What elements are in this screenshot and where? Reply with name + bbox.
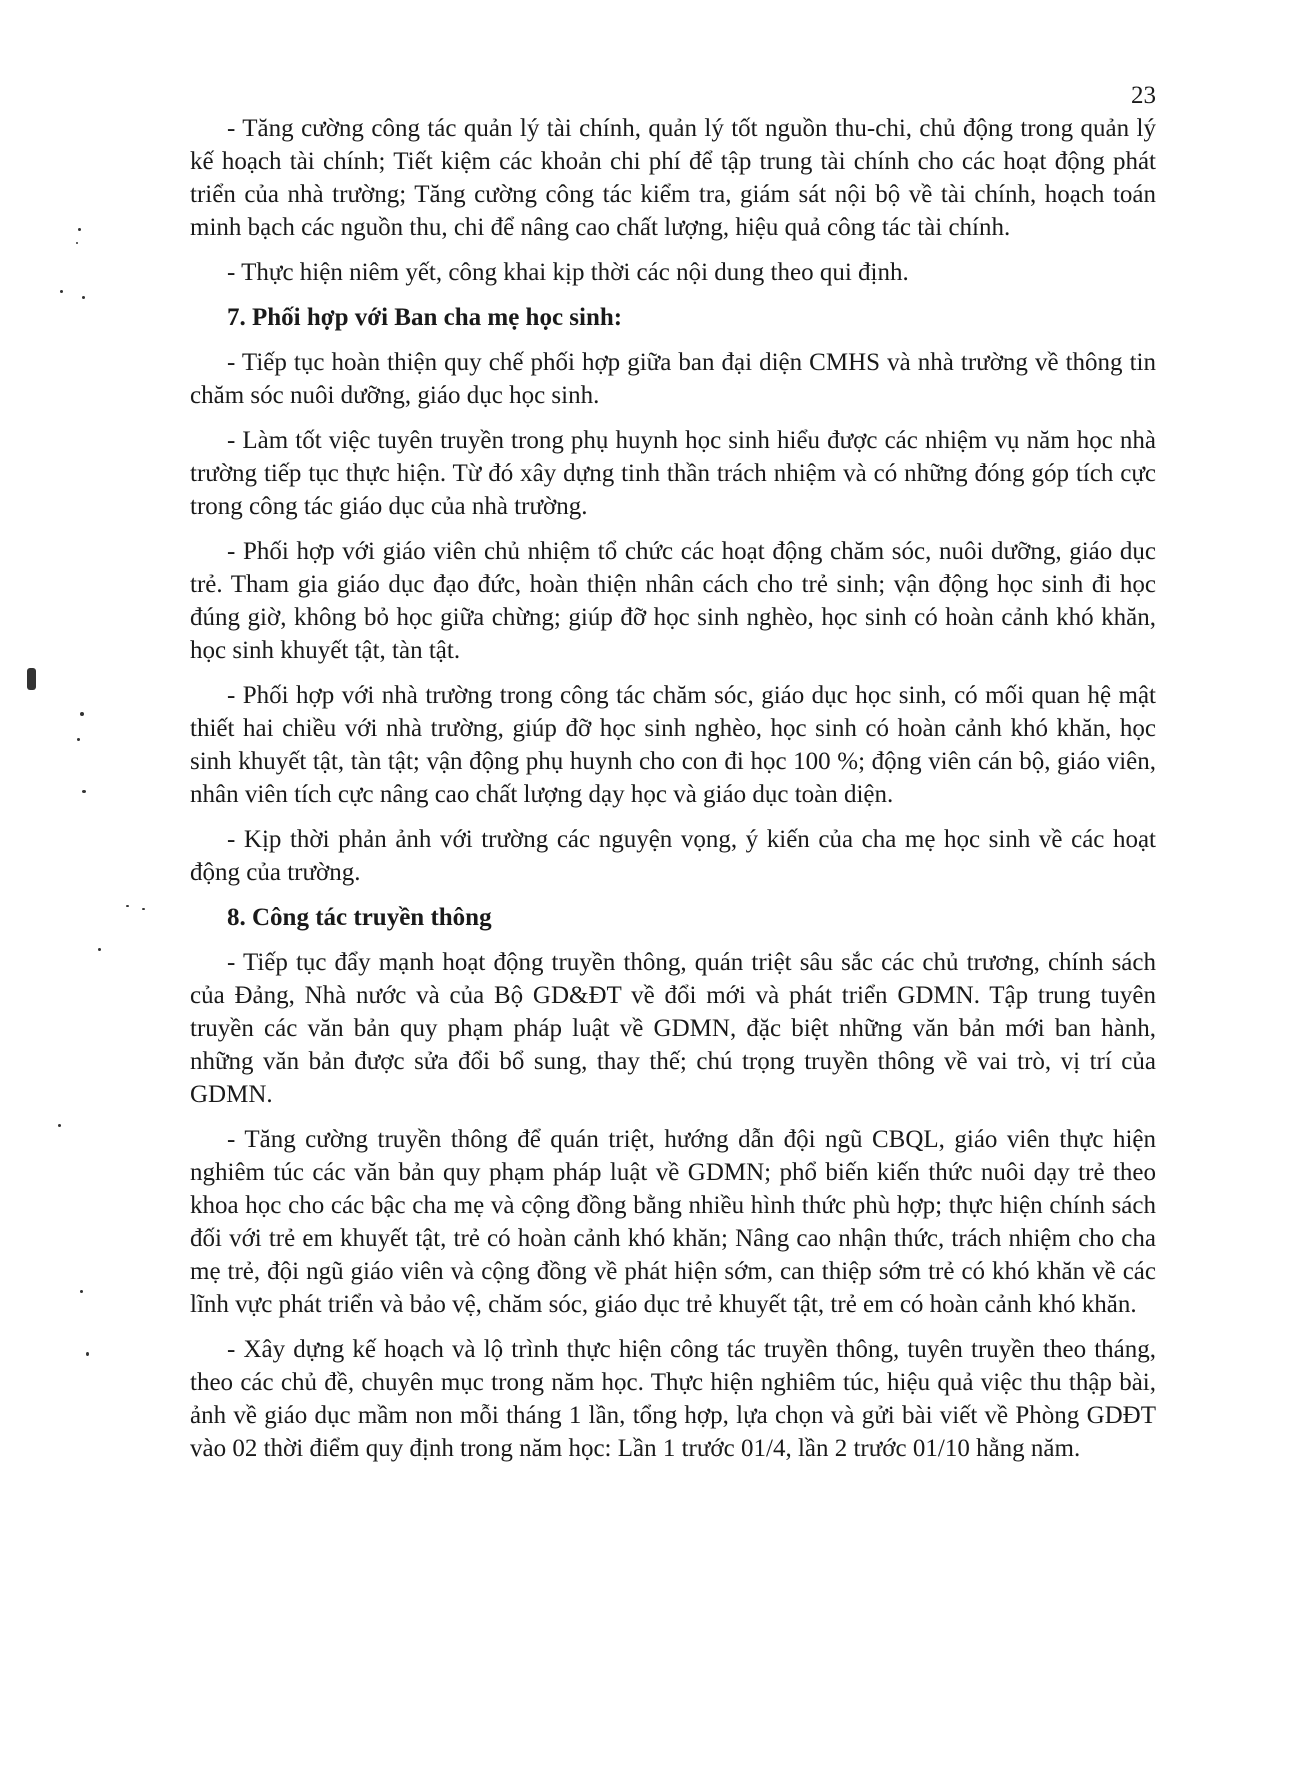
section-7-paragraph: - Kịp thời phản ảnh với trường các nguyện vọng, ý kiến của cha mẹ học sinh về các hoạt động của trường.: [190, 826, 1156, 886]
scan-speck: [78, 228, 81, 231]
section-8-paragraph: - Tăng cường truyền thông để quán triệt, hướng dẫn đội ngũ CBQL, giáo viên thực hiện nghiêm túc các văn bản quy phạm pháp luật về GDMN; phổ biến kiến thức nuôi dạy trẻ theo khoa học cho các bậc cha mẹ và cộng đồng bằng nhiều hình thức phù hợp; thực hiện chính sách đối với trẻ em khuyết tật, trẻ có hoàn cảnh khó khăn; Nâng cao nhận thức, trách nhiệm cho cha mẹ trẻ, đội ngũ giáo viên và cộng đồng về phát hiện sớm, can thiệp sớm trẻ có khó khăn về các lĩnh vực phát triển và bảo vệ, chăm sóc, giáo dục trẻ khuyết tật, trẻ em có hoàn cảnh khó khăn.: [190, 1126, 1156, 1318]
scan-speck: [80, 712, 84, 716]
scan-speck: [142, 908, 145, 910]
section-7-paragraph: - Tiếp tục hoàn thiện quy chế phối hợp giữa ban đại diện CMHS và nhà trường về thông tin chăm sóc nuôi dưỡng, giáo dục học sinh.: [190, 349, 1156, 409]
scan-speck: [77, 738, 80, 741]
section-7-paragraph: - Phối hợp với giáo viên chủ nhiệm tổ chức các hoạt động chăm sóc, nuôi dưỡng, giáo dục trẻ. Tham gia giáo dục đạo đức, hoàn thiện nhân cách cho trẻ sinh; vận động học sinh đi học đúng giờ, không bỏ học giữa chừng; giúp đỡ học sinh nghèo, học sinh có hoàn cảnh khó khăn, học sinh khuyết tật, tàn tật.: [190, 538, 1156, 664]
section-8-paragraph: - Xây dựng kế hoạch và lộ trình thực hiện công tác truyền thông, tuyên truyền theo tháng, theo các chủ đề, chuyên mục trong năm học. Thực hiện nghiêm túc, hiệu quả việc thu thập bài, ảnh về giáo dục mầm non mỗi tháng 1 lần, tổng hợp, lựa chọn và gửi bài viết về Phòng GDĐT vào 02 thời điểm quy định trong năm học: Lần 1 trước 01/4, lần 2 trước 01/10 hằng năm.: [190, 1336, 1156, 1462]
paragraph-finance: - Tăng cường công tác quản lý tài chính, quản lý tốt nguồn thu-chi, chủ động trong quản lý kế hoạch tài chính; Tiết kiệm các khoản chi phí để tập trung tài chính cho các hoạt động phát triển của nhà trường; Tăng cường công tác kiểm tra, giám sát nội bộ về tài chính, hoạch toán minh bạch các nguồn thu, chi để nâng cao chất lượng, hiệu quả công tác tài chính.: [190, 115, 1156, 241]
section-8-paragraph: - Tiếp tục đẩy mạnh hoạt động truyền thông, quán triệt sâu sắc các chủ trương, chính sách của Đảng, Nhà nước và của Bộ GD&ĐT về đổi mới và phát triển GDMN. Tập trung tuyên truyền các văn bản quy phạm pháp luật về GDMN, đặc biệt những văn bản mới ban hành, những văn bản được sửa đổi bổ sung, thay thế; chú trọng truyền thông về vai trò, vị trí của GDMN.: [190, 949, 1156, 1108]
scan-speck: [58, 1124, 61, 1127]
scan-speck: [76, 242, 78, 244]
section-7-paragraph: - Phối hợp với nhà trường trong công tác chăm sóc, giáo dục học sinh, có mối quan hệ mật thiết hai chiều với nhà trường, giúp đỡ học sinh nghèo, học sinh có hoàn cảnh khó khăn, học sinh khuyết tật, tàn tật; vận động phụ huynh cho con đi học 100 %; động viên cán bộ, giáo viên, nhân viên tích cực nâng cao chất lượng dạy học và giáo dục toàn diện.: [190, 682, 1156, 808]
scan-speck: [126, 905, 129, 907]
scan-speck: [82, 790, 86, 793]
section-7-paragraph: - Làm tốt việc tuyên truyền trong phụ huynh học sinh hiểu được các nhiệm vụ năm học nhà trường tiếp tục thực hiện. Từ đó xây dựng tinh thần trách nhiệm và có những đóng góp tích cực trong công tác giáo dục của nhà trường.: [190, 427, 1156, 520]
scan-speck: [80, 1290, 83, 1293]
section-8-heading: 8. Công tác truyền thông: [227, 904, 492, 931]
document-body: [190, 112, 1156, 1477]
scan-speck: [86, 1352, 89, 1356]
scan-speck: [98, 948, 101, 951]
scan-speck: [82, 296, 85, 299]
page-number: 23: [1131, 82, 1156, 109]
section-7-heading: 7. Phối hợp với Ban cha mẹ học sinh:: [227, 304, 623, 331]
scan-speck: [60, 290, 63, 293]
scan-speck: [27, 668, 36, 690]
paragraph-disclosure: - Thực hiện niêm yết, công khai kịp thời các nội dung theo qui định.: [227, 259, 909, 286]
